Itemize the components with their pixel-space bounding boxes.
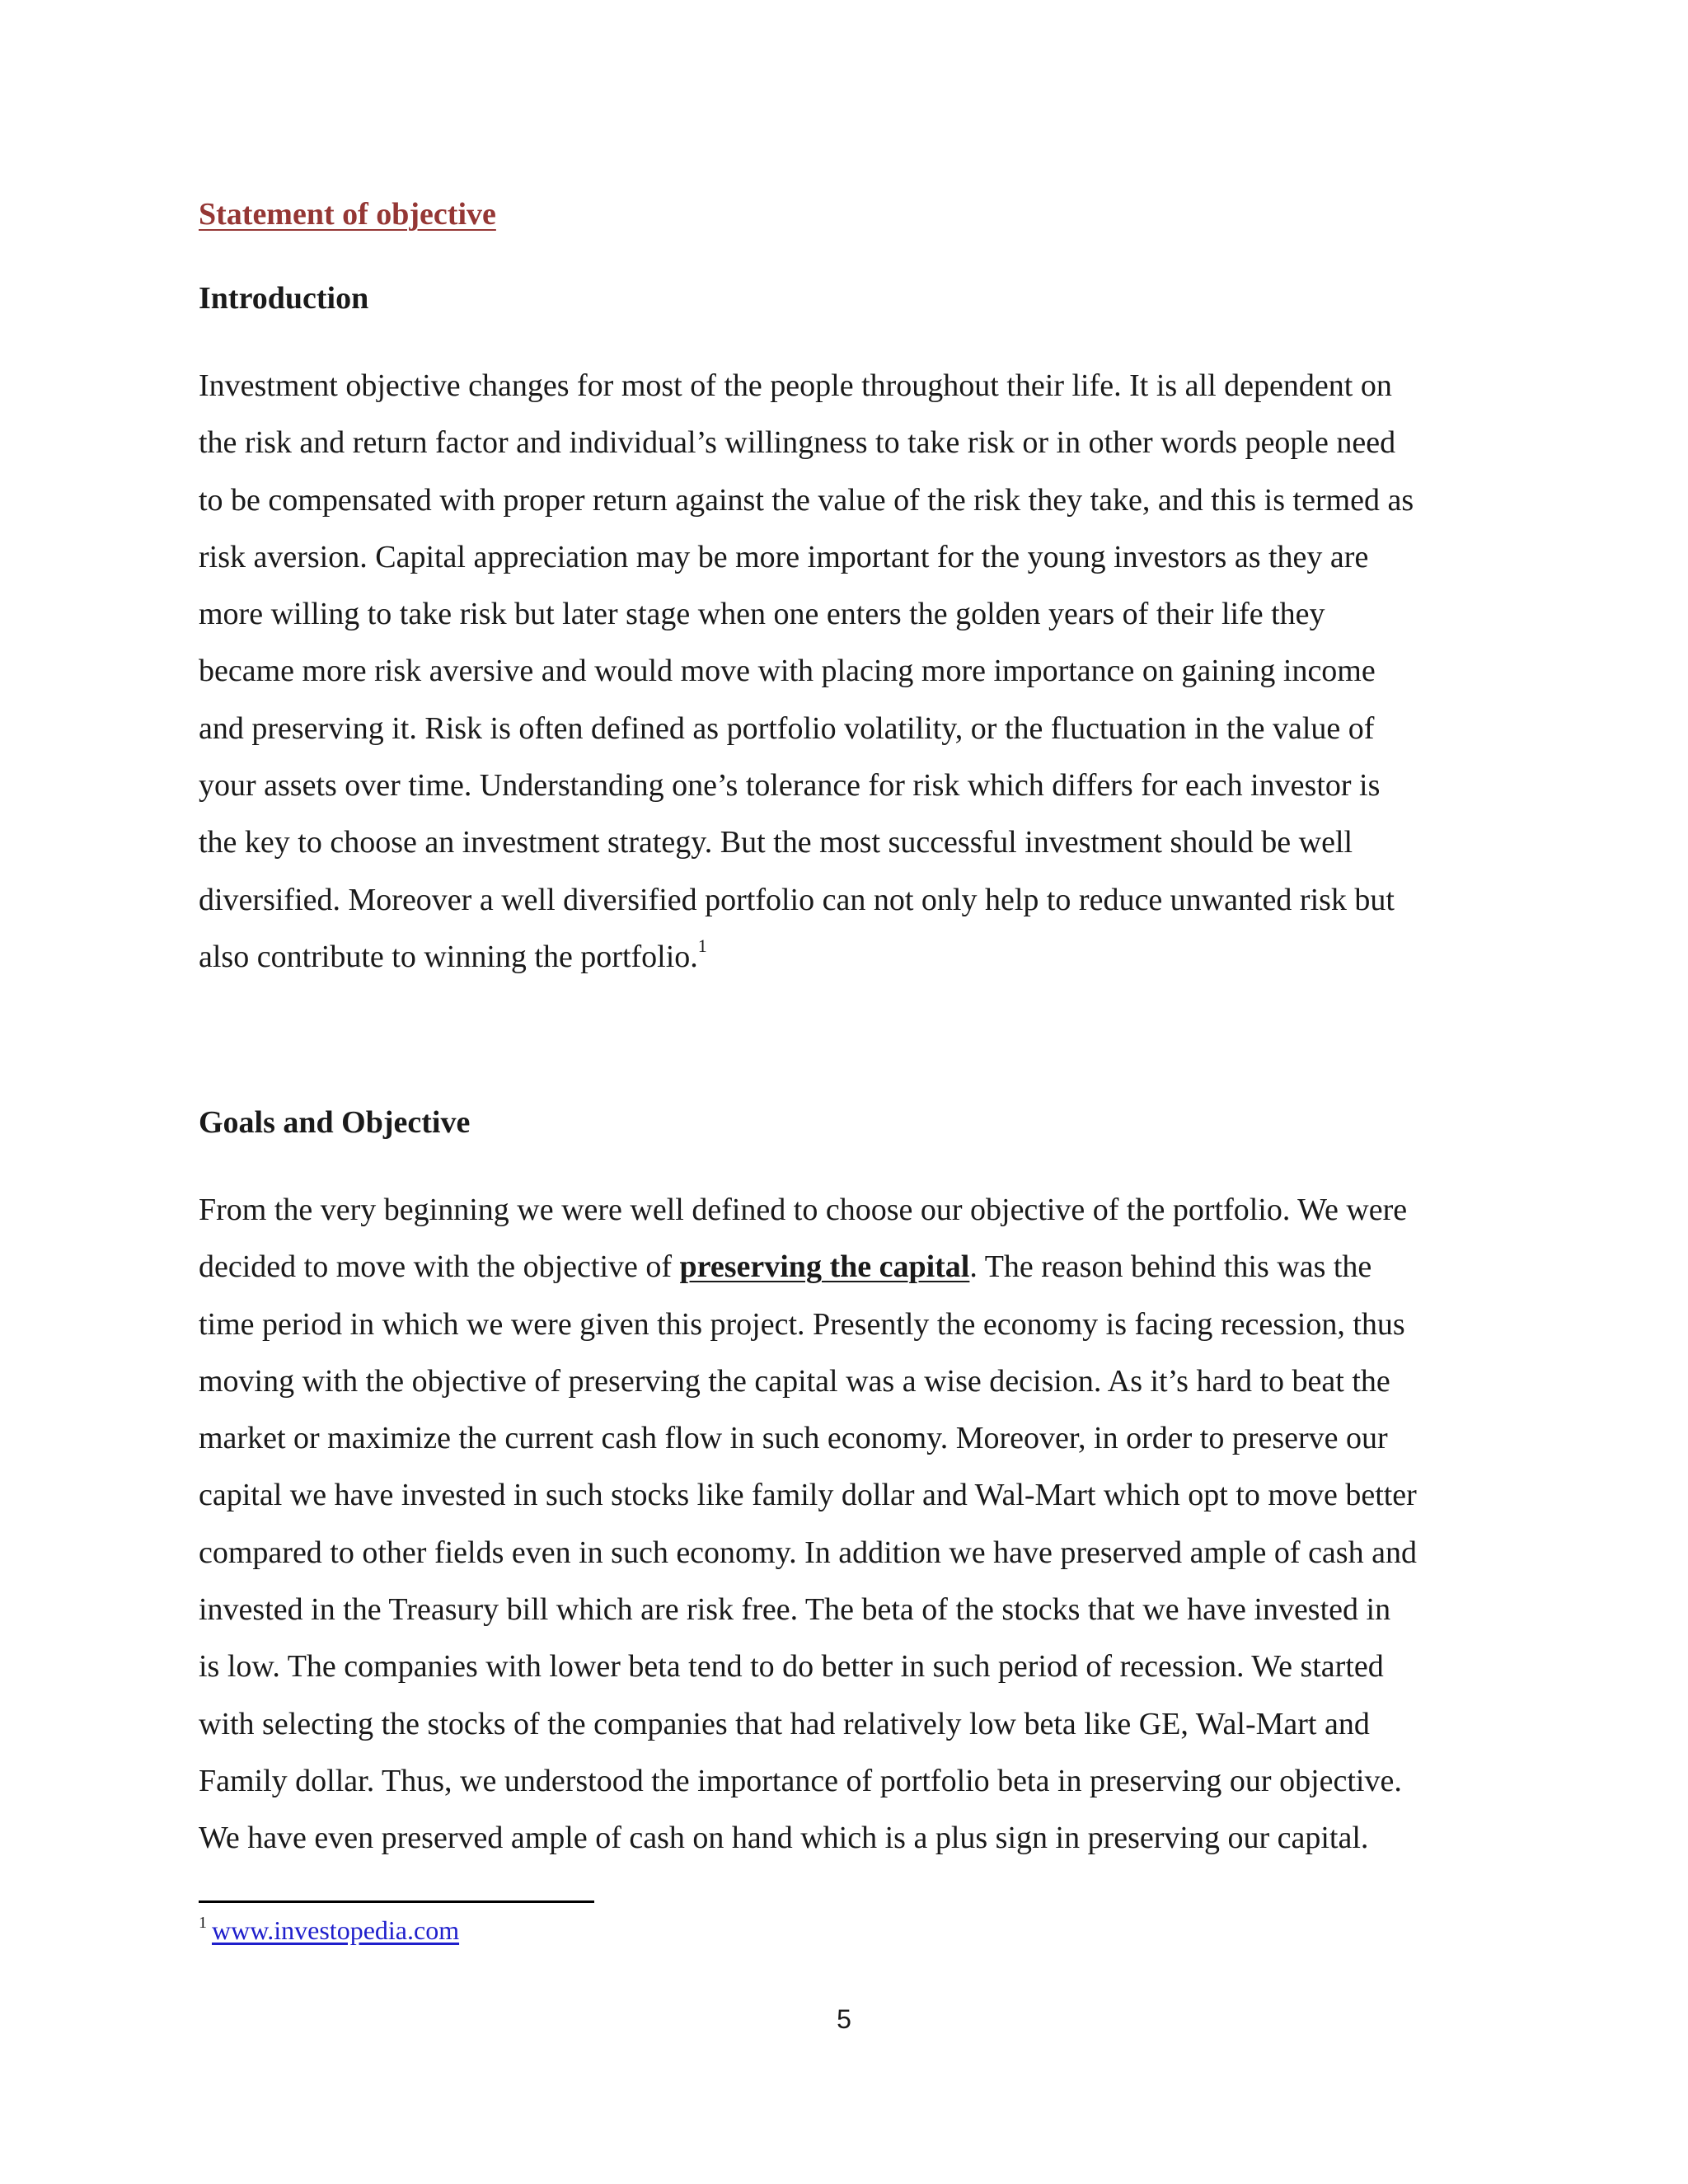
paragraph-line: market or maximize the current cash flow in such economy. Moreover, in order to preserve our xyxy=(199,1421,1388,1456)
paragraph-line: became more risk aversive and would move with placing more importance on gaining income xyxy=(199,654,1376,689)
paragraph-line: capital we have invested in such stocks like family dollar and Wal-Mart which opt to move better xyxy=(199,1478,1417,1513)
paragraph-line: risk aversion. Capital appreciation may be more important for the young investors as they are xyxy=(199,539,1369,574)
paragraph-line: to be compensated with proper return against the value of the risk they take, and this is termed as xyxy=(199,482,1414,518)
paragraph-line: Investment objective changes for most of the people throughout their life. It is all dependent on xyxy=(199,368,1392,403)
page-number: 5 xyxy=(837,2004,851,2034)
paragraph-line-text: also contribute to winning the portfolio. xyxy=(199,939,698,974)
paragraph-line: time period in which we were given this project. Presently the economy is facing recession, thus xyxy=(199,1306,1405,1342)
paragraph-line: compared to other fields even in such economy. In addition we have preserved ample of cash and xyxy=(199,1535,1417,1570)
paragraph-line: We have even preserved ample of cash on hand which is a plus sign in preserving our capital. xyxy=(199,1821,1369,1856)
paragraph-line: the key to choose an investment strategy. But the most successful investment should be well xyxy=(199,825,1353,860)
section-title: Statement of objective xyxy=(199,197,496,232)
paragraph-line: invested in the Treasury bill which are risk free. The beta of the stocks that we have invested in xyxy=(199,1592,1391,1628)
footnote-link[interactable]: www.investopedia.com xyxy=(212,1915,460,1945)
footnote-separator xyxy=(199,1900,594,1903)
footnote-reference[interactable]: 1 xyxy=(697,935,707,956)
paragraph-line: with selecting the stocks of the companies that had relatively low beta like GE, Wal-Mart and xyxy=(199,1706,1370,1741)
paragraph-line-last xyxy=(199,929,1517,986)
paragraph-line: From the very beginning we were well defined to choose our objective of the portfolio. We were xyxy=(199,1193,1408,1227)
paragraph-line: and preserving it. Risk is often defined as portfolio volatility, or the fluctuation in the value of xyxy=(199,710,1375,746)
goals-heading: Goals and Objective xyxy=(199,1105,471,1140)
paragraph-line: your assets over time. Understanding one’s tolerance for risk which differs for each investor is xyxy=(199,768,1381,804)
paragraph-line-emphasis xyxy=(199,1239,1517,1296)
introduction-paragraph xyxy=(199,358,1517,986)
introduction-heading: Introduction xyxy=(199,281,369,316)
paragraph-line: moving with the objective of preserving the capital was a wise decision. As it’s hard to beat the xyxy=(199,1363,1390,1399)
paragraph-line: diversified. Moreover a well diversified portfolio can not only help to reduce unwanted risk but xyxy=(199,882,1395,917)
paragraph-line-text: decided to move with the objective of xyxy=(199,1249,680,1285)
paragraph-line: is low. The companies with lower beta tend to do better in such period of recession. We started xyxy=(199,1649,1384,1685)
goals-paragraph xyxy=(199,1182,1517,1868)
emphasized-phrase: preserving the capital xyxy=(679,1249,970,1285)
paragraph-line: Family dollar. Thus, we understood the importance of portfolio beta in preserving our objective. xyxy=(199,1763,1402,1798)
footnote-number: 1 xyxy=(199,1914,207,1932)
paragraph-line: the risk and return factor and individual’s willingness to take risk or in other words people need xyxy=(199,425,1396,461)
paragraph-line-text: . The reason behind this was the xyxy=(969,1249,1372,1285)
paragraph-line: more willing to take risk but later stage when one enters the golden years of their life they xyxy=(199,597,1325,632)
footnote xyxy=(199,1914,459,1948)
